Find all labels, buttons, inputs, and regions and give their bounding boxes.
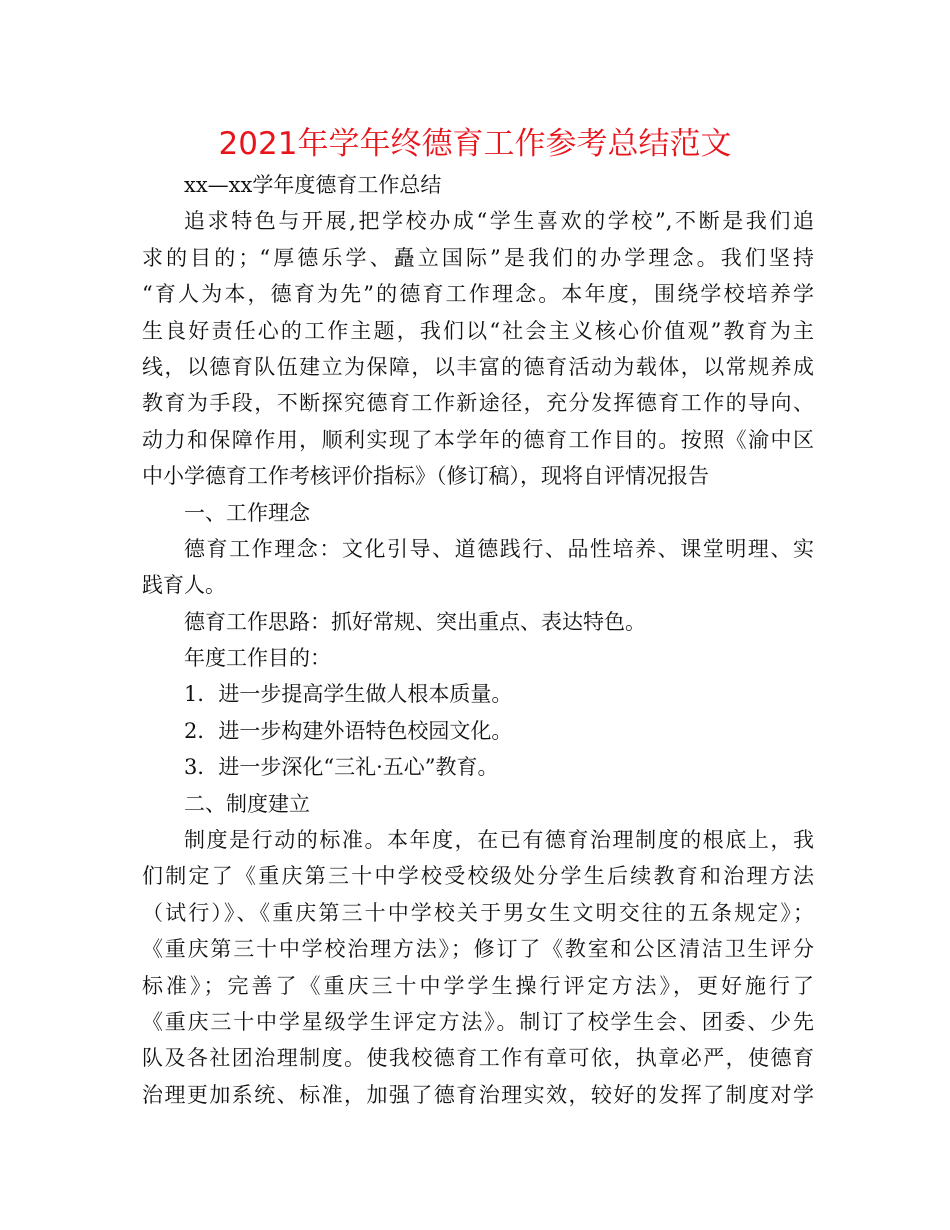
text-line: 治理更加系统、标准，加强了德育治理实效，较好的发挥了制度对学	[142, 1082, 814, 1107]
text-line: 队及各社团治理制度。使我校德育工作有章可依，执章必严，使德育	[142, 1046, 814, 1071]
text-line: 教育为手段，不断探究德育工作新途径，充分发挥德育工作的导向、	[142, 391, 814, 416]
text-line: xx—xx学年度德育工作总结	[184, 173, 442, 197]
text-line: 制度是行动的标准。本年度，在已有德育治理制度的根底上，我	[184, 828, 814, 853]
text-line: 2．进一步构建外语特色校园文化。	[184, 718, 513, 743]
text-line: 求的目的；“厚德乐学、矗立国际”是我们的办学理念。我们坚持	[142, 245, 814, 270]
text-line: 标准》；完善了《重庆三十中学学生操行评定方法》，更好施行了	[142, 973, 814, 998]
text-line: 们制定了《重庆第三十中学校受校级处分学生后续教育和治理方法	[142, 864, 814, 889]
text-line: 1．进一步提高学生做人根本质量。	[184, 682, 513, 707]
text-line: 《重庆三十中学星级学生评定方法》。制订了校学生会、团委、少先	[142, 1009, 814, 1034]
text-line: 中小学德育工作考核评价指标》（修订稿），现将自评情况报告	[142, 464, 709, 489]
text-line: 德育工作思路：抓好常规、突出重点、表达特色。	[184, 609, 646, 634]
text-line: 追求特色与开展,把学校办成“学生喜欢的学校”,不断是我们追	[184, 209, 814, 234]
text-line: “育人为本，德育为先”的德育工作理念。本年度，围绕学校培养学	[142, 282, 814, 307]
text-line: 动力和保障作用，顺利实现了本学年的德育工作目的。按照《渝中区	[142, 427, 814, 452]
document-body	[142, 167, 814, 1113]
text-line: 3．进一步深化“三礼·五心”教育。	[184, 755, 499, 780]
document-title: 2021年学年终德育工作参考总结范文	[218, 126, 732, 162]
text-line: 年度工作目的：	[184, 646, 331, 671]
text-line: 线，以德育队伍建立为保障，以丰富的德育活动为载体，以常规养成	[142, 354, 814, 379]
text-line: 生良好责任心的工作主题，我们以“社会主义核心价值观”教育为主	[142, 318, 814, 343]
text-line: 一、工作理念	[184, 500, 310, 525]
text-line: 《重庆第三十中学校治理方法》；修订了《教室和公区清洁卫生评分	[142, 937, 814, 962]
text-line: 践育人。	[142, 573, 226, 598]
text-line: 二、制度建立	[184, 791, 310, 816]
text-line: 德育工作理念：文化引导、道德践行、品性培养、课堂明理、实	[184, 536, 814, 561]
text-line: （试行）》、《重庆第三十中学校关于男女生文明交往的五条规定》；	[142, 900, 814, 925]
